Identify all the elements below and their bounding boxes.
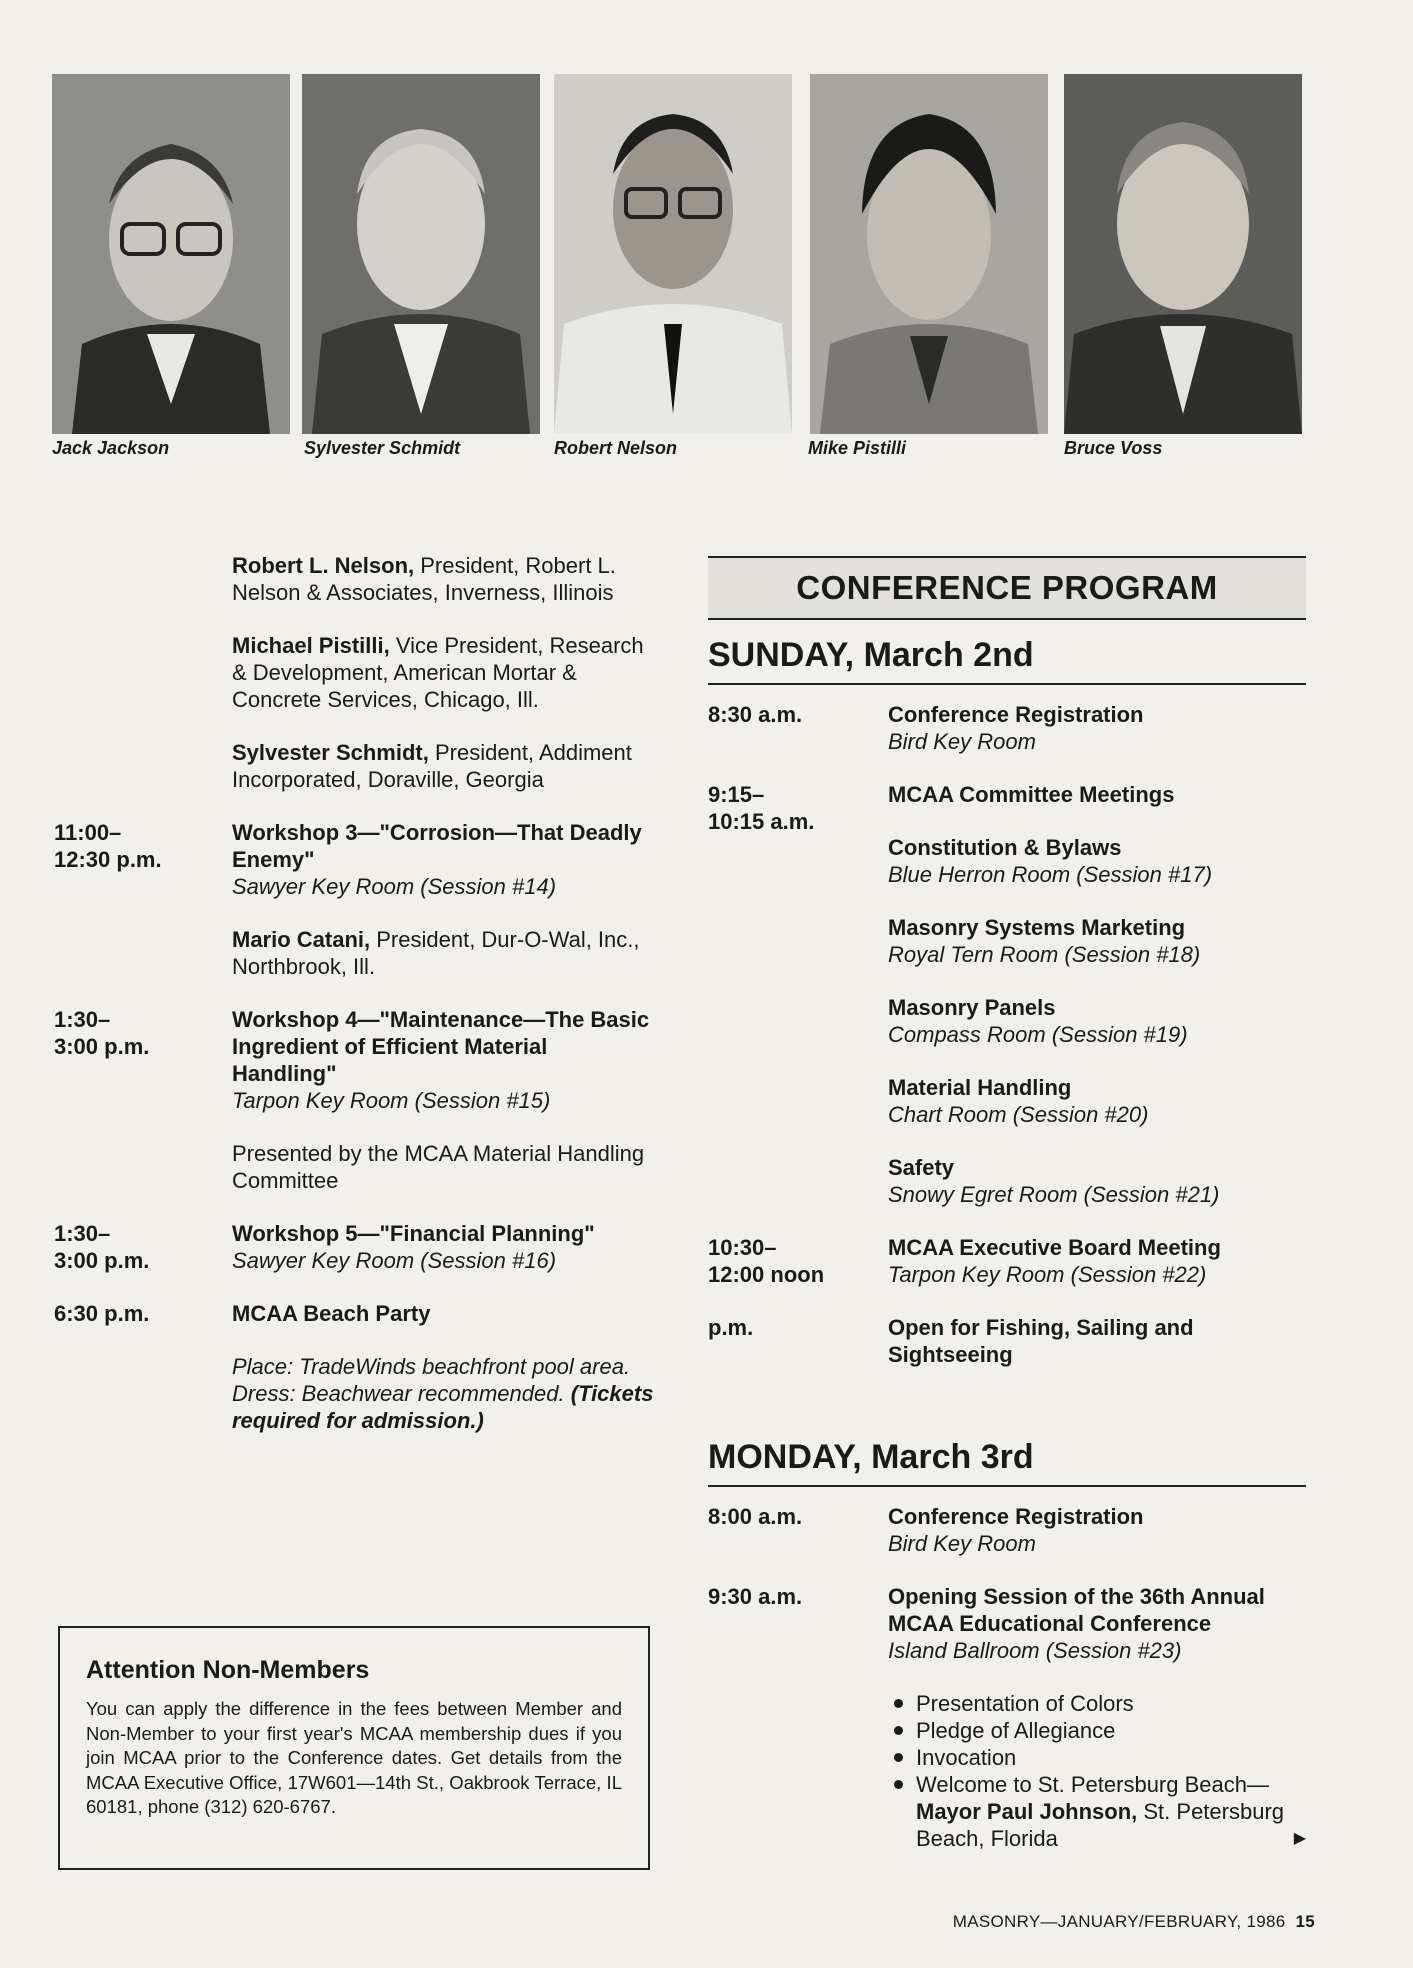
page-footer	[953, 1912, 1315, 1932]
session-room: Tarpon Key Room (Session #15)	[232, 1088, 551, 1113]
time-label: 10:30– 12:00 noon	[708, 1235, 825, 1287]
portrait-photo	[52, 74, 290, 434]
photo-caption: Mike Pistilli	[808, 438, 907, 458]
time-label: p.m.	[708, 1315, 754, 1340]
committee-room: Snowy Egret Room (Session #21)	[888, 1182, 1220, 1207]
session-room: Sawyer Key Room (Session #14)	[232, 874, 557, 899]
schedule-item-executive-board	[708, 1234, 1306, 1288]
panelist-name: Mario Catani,	[232, 927, 371, 952]
photo-caption: Bruce Voss	[1064, 438, 1163, 458]
portrait-photo	[1064, 74, 1302, 434]
committee-entry	[888, 994, 1306, 1048]
publication-line: MASONRY—JANUARY/FEBRUARY, 1986	[952, 1912, 1286, 1931]
schedule-item-registration	[708, 701, 1306, 755]
schedule-item-open-afternoon	[708, 1314, 1306, 1368]
session-room: Bird Key Room	[888, 1531, 1036, 1556]
session-title: Conference Registration	[888, 702, 1144, 727]
time-label: 8:30 a.m.	[708, 702, 803, 727]
portrait-photo	[302, 74, 540, 434]
session-room: Sawyer Key Room (Session #16)	[232, 1248, 557, 1273]
portrait-photo	[554, 74, 792, 434]
day-heading-monday: MONDAY, March 3rd	[708, 1438, 1306, 1487]
program-heading: CONFERENCE PROGRAM	[708, 556, 1306, 620]
panelist-entry	[54, 739, 654, 793]
panelist-affiliation: President, Dur-O-Wal, Inc., Northbrook, Ill.	[232, 927, 640, 979]
continued-arrow-icon: ▶	[1293, 1830, 1306, 1847]
session-room: Island Ballroom (Session #23)	[888, 1638, 1182, 1663]
schedule-item-opening-session	[708, 1583, 1306, 1852]
time-label: 6:30 p.m.	[54, 1301, 150, 1326]
non-members-notice	[58, 1626, 650, 1870]
committee-name: Safety	[888, 1155, 955, 1180]
panelist-affiliation: President, Addiment Incorporated, Doraville, Georgia	[232, 740, 632, 792]
committee-entry	[888, 1154, 1306, 1208]
committee-name: Constitution & Bylaws	[888, 835, 1122, 860]
agenda-item: Invocation	[888, 1744, 1306, 1771]
tickets-note: (Tickets required for admission.)	[232, 1381, 654, 1433]
schedule-item-beach-party	[54, 1300, 654, 1434]
schedule-item-committee-meetings	[708, 781, 1306, 1208]
day-heading-sunday: SUNDAY, March 2nd	[708, 636, 1306, 685]
committee-room: Royal Tern Room (Session #18)	[888, 942, 1201, 967]
session-title: Opening Session of the 36th Annual MCAA Educational Conference	[888, 1584, 1265, 1636]
time-label: 11:00– 12:30 p.m.	[54, 820, 162, 872]
photo-caption: Sylvester Schmidt	[304, 438, 461, 458]
session-title: Open for Fishing, Sailing and Sightseeing	[888, 1315, 1194, 1367]
schedule-item-workshop-3	[54, 819, 654, 900]
agenda-item: Welcome to St. Petersburg Beach—Mayor Paul Johnson, St. Petersburg Beach, Florida ▶	[888, 1771, 1306, 1852]
committee-name: Masonry Systems Marketing	[888, 915, 1186, 940]
panelist-name: Sylvester Schmidt,	[232, 740, 429, 765]
session-title: Workshop 3—"Corrosion—That Deadly Enemy"	[232, 820, 642, 872]
session-title: Workshop 5—"Financial Planning"	[232, 1221, 595, 1246]
panelist-entry	[54, 926, 654, 980]
agenda-item: Presentation of Colors	[888, 1690, 1306, 1717]
schedule-item-workshop-4	[54, 1006, 654, 1114]
session-room: Tarpon Key Room (Session #22)	[888, 1262, 1207, 1287]
panelist-affiliation: Vice President, Research & Development, American Mortar & Concrete Services, Chicago, Ill.	[232, 633, 644, 712]
committee-room: Compass Room (Session #19)	[888, 1022, 1188, 1047]
photo-caption: Robert Nelson	[554, 438, 678, 458]
agenda-item: Pledge of Allegiance	[888, 1717, 1306, 1744]
session-room: Bird Key Room	[888, 729, 1036, 754]
portrait-photo	[810, 74, 1048, 434]
committee-name: Masonry Panels	[888, 995, 1056, 1020]
panelist-affiliation: President, Robert L. Nelson & Associates, Inverness, Illinois	[232, 553, 616, 605]
left-column	[54, 552, 654, 1434]
notice-title: Attention Non-Members	[86, 1656, 370, 1684]
committee-room: Blue Herron Room (Session #17)	[888, 862, 1213, 887]
session-title: MCAA Executive Board Meeting	[888, 1235, 1221, 1260]
session-title: MCAA Beach Party	[232, 1301, 431, 1326]
time-label: 9:15– 10:15 a.m.	[708, 782, 815, 834]
page-number: 15	[1295, 1912, 1315, 1931]
committee-name: Material Handling	[888, 1075, 1072, 1100]
panelist-entry	[54, 632, 654, 713]
schedule-item-registration	[708, 1503, 1306, 1557]
panelist-entry	[54, 552, 654, 606]
session-note: Presented by the MCAA Material Handling Committee	[232, 1141, 645, 1193]
session-title: MCAA Committee Meetings	[888, 782, 1175, 807]
session-title: Conference Registration	[888, 1504, 1144, 1529]
committee-entry	[888, 834, 1306, 888]
conference-program	[708, 556, 1306, 1852]
notice-body: You can apply the difference in the fees between Member and Non-Member to your first year's MCAA membership dues if you join MCAA prior to the Conference dates. Get details from the MCAA Executive Office, 17W601—14th St., Oakbrook Terrace, IL 60181, phone (312) 620-6767.	[86, 1698, 622, 1817]
committee-entry	[888, 914, 1306, 968]
committee-room: Chart Room (Session #20)	[888, 1102, 1149, 1127]
committee-entry	[888, 1074, 1306, 1128]
time-label: 1:30– 3:00 p.m.	[54, 1221, 150, 1273]
panelist-name: Michael Pistilli,	[232, 633, 390, 658]
photo-caption: Jack Jackson	[52, 438, 170, 458]
agenda-list	[888, 1690, 1306, 1852]
schedule-item-workshop-5	[54, 1220, 654, 1274]
party-details: Place: TradeWinds beachfront pool area. Dress: Beachwear recommended. (Tickets required for admission.)	[232, 1354, 654, 1433]
time-label: 9:30 a.m.	[708, 1584, 803, 1609]
time-label: 8:00 a.m.	[708, 1504, 803, 1529]
session-title: Workshop 4—"Maintenance—The Basic Ingredient of Efficient Material Handling"	[232, 1007, 650, 1086]
time-label: 1:30– 3:00 p.m.	[54, 1007, 150, 1059]
panelist-name: Robert L. Nelson,	[232, 553, 415, 578]
